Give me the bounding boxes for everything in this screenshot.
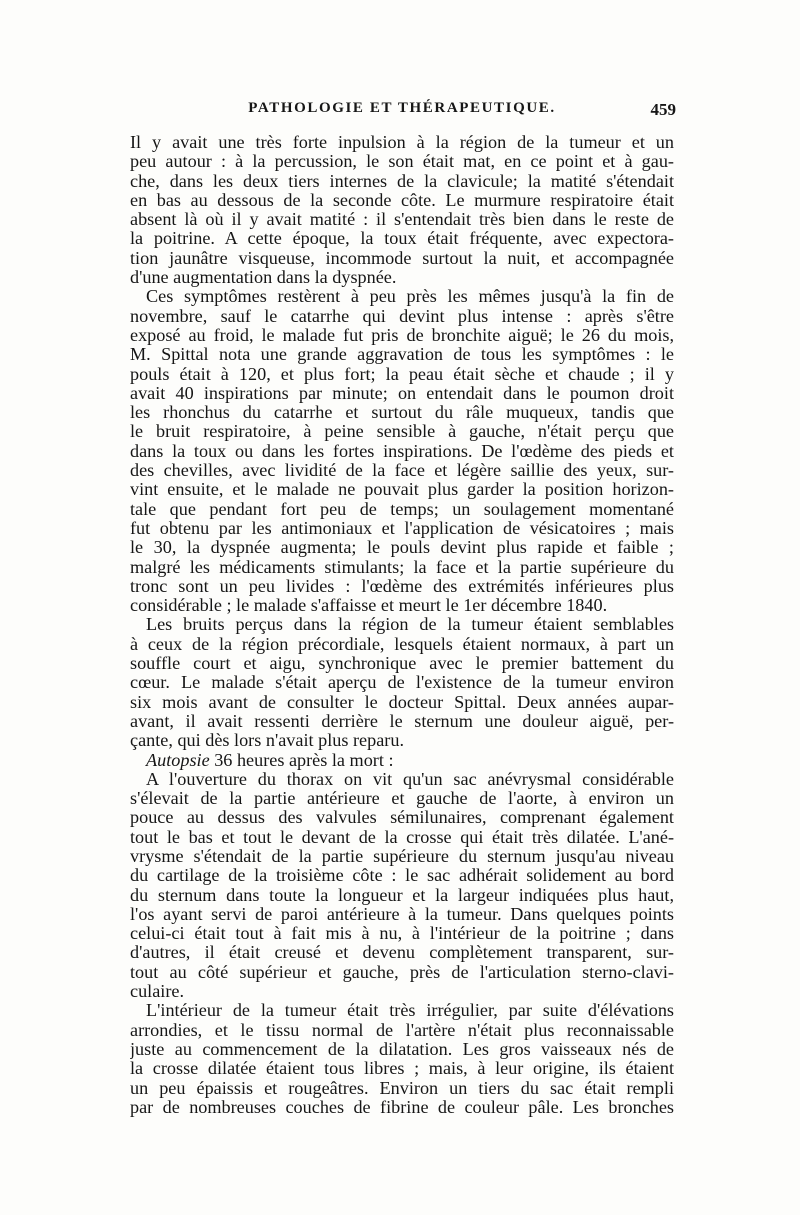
text-line: culaire. <box>130 982 185 1002</box>
text-line: un peu épaissis et rougeâtres. Environ un tiers du sac était rempli <box>130 1078 674 1098</box>
text-line: les rhonchus du catarrhe et surtout du râle muqueux, tandis que <box>130 403 674 423</box>
text-line: malgré les médicaments stimulants; la face et la partie supérieure du <box>130 557 674 577</box>
text-line: souffle court et aigu, synchronique avec le premier battement du <box>130 654 674 674</box>
autopsy-rest: 36 heures après la mort : <box>209 750 394 770</box>
text-line: arrondies, et le tissu normal de l'artère n'était plus reconnaissable <box>130 1020 674 1040</box>
text-line: du cartilage de la troisième côte : le sac adhérait solidement au bord <box>130 866 674 886</box>
text-line: che, dans les deux tiers internes de la clavicule; la matité s'étendait <box>130 171 674 191</box>
text-line: pouls était à 120, et plus fort; la peau était sèche et chaude ; il y <box>130 364 674 384</box>
text-line: celui-ci était tout à fait mis à nu, à l'intérieur de la poitrine ; dans <box>130 924 674 944</box>
text-line: d'autres, il était creusé et devenu complètement transparent, sur- <box>130 943 674 963</box>
text-line: çante, qui dès lors n'avait plus reparu. <box>130 731 404 751</box>
text-line: vint ensuite, et le malade ne pouvait plus garder la position horizon- <box>130 480 674 500</box>
text-line: L'intérieur de la tumeur était très irrégulier, par suite d'élévations <box>146 1001 674 1021</box>
text-line: le bruit respiratoire, à peine sensible à gauche, n'était perçu que <box>130 422 674 442</box>
text-line: des chevilles, avec lividité de la face et légère saillie des yeux, sur- <box>130 461 674 481</box>
text-line: absent là où il y avait matité : il s'entendait très bien dans le reste de <box>130 210 674 230</box>
text-line: avait 40 inspirations par minute; on entendait dans le poumon droit <box>130 383 674 403</box>
text-line: la crosse dilatée étaient tous libres ; mais, à leur origine, ils étaient <box>130 1059 674 1079</box>
text-line: Ces symptômes restèrent à peu près les mêmes jusqu'à la fin de <box>146 287 674 307</box>
text-line: en bas au dessous de la seconde côte. Le murmure respiratoire était <box>130 190 674 210</box>
text-line: la poitrine. A cette époque, la toux était fréquente, avec expectora- <box>130 229 674 249</box>
text-line: tout au côté supérieur et gauche, près de l'articulation sterno-clavi- <box>130 962 674 982</box>
text-line: pouce au dessus des valvules sémilunaires, comprenant également <box>130 808 674 828</box>
text-line: tion jaunâtre visqueuse, incommode surtout la nuit, et accompagnée <box>130 248 674 268</box>
autopsy-heading-line <box>130 751 674 770</box>
autopsy-label: Autopsie <box>146 750 210 770</box>
text-line: Les bruits perçus dans la région de la tumeur étaient semblables <box>146 615 674 635</box>
text-line: fut obtenu par les antimoniaux et l'application de vésicatoires ; mais <box>130 518 674 538</box>
page-number: 459 <box>650 100 676 119</box>
text-line: du sternum dans toute la longueur et la largeur indiquées plus haut, <box>130 885 674 905</box>
text-line: s'élevait de la partie antérieure et gauche de l'aorte, à environ un <box>130 789 674 809</box>
running-title: PATHOLOGIE ET THÉRAPEUTIQUE. <box>248 100 556 116</box>
text-line: tronc sont un peu livides : l'œdème des extrémités inférieures plus <box>130 576 674 596</box>
text-line: tale que pendant fort peu de temps; un soulagement momentané <box>130 499 674 519</box>
text-line: l'os ayant servi de paroi antérieure à la tumeur. Dans quelques points <box>130 904 674 924</box>
text-line: avant, il avait ressenti derrière le sternum une douleur aiguë, per- <box>130 711 674 731</box>
text-line: juste au commencement de la dilatation. Les gros vaisseaux nés de <box>130 1039 674 1059</box>
text-line: M. Spittal nota une grande aggravation de tous les symptômes : le <box>130 345 674 365</box>
body-text <box>130 133 674 1117</box>
text-line: novembre, sauf le catarrhe qui devint plus intense : après s'être <box>130 306 674 326</box>
text-line: à ceux de la région précordiale, lesquels étaient normaux, à part un <box>130 634 674 654</box>
text-line: tout le bas et tout le devant de la crosse qui était très dilatée. L'ané- <box>130 827 674 847</box>
text-line: d'une augmentation dans la dyspnée. <box>130 268 397 288</box>
text-line: le 30, la dyspnée augmenta; le pouls devint plus rapide et faible ; <box>130 538 674 558</box>
text-line: Il y avait une très forte inpulsion à la région de la tumeur et un <box>130 133 674 152</box>
page-header <box>128 100 676 124</box>
text-line: exposé au froid, le malade fut pris de bronchite aiguë; le 26 du mois, <box>130 325 674 345</box>
text-line: peu autour : à la percussion, le son était mat, en ce point et à gau- <box>130 152 674 172</box>
text-line: A l'ouverture du thorax on vit qu'un sac anévrysmal considérable <box>146 769 674 789</box>
text-line: six mois avant de consulter le docteur Spittal. Deux années aupar- <box>130 692 674 712</box>
text-line: vrysme s'étendait de la partie supérieure du sternum jusqu'au niveau <box>130 846 674 866</box>
text-line: considérable ; le malade s'affaisse et meurt le 1er décembre 1840. <box>130 596 608 616</box>
text-line: dans la toux ou dans les fortes inspirations. De l'œdème des pieds et <box>130 441 674 461</box>
text-line: par de nombreuses couches de fibrine de couleur pâle. Les bronches <box>130 1097 674 1117</box>
text-line: cœur. Le malade s'était aperçu de l'existence de la tumeur environ <box>130 673 674 693</box>
